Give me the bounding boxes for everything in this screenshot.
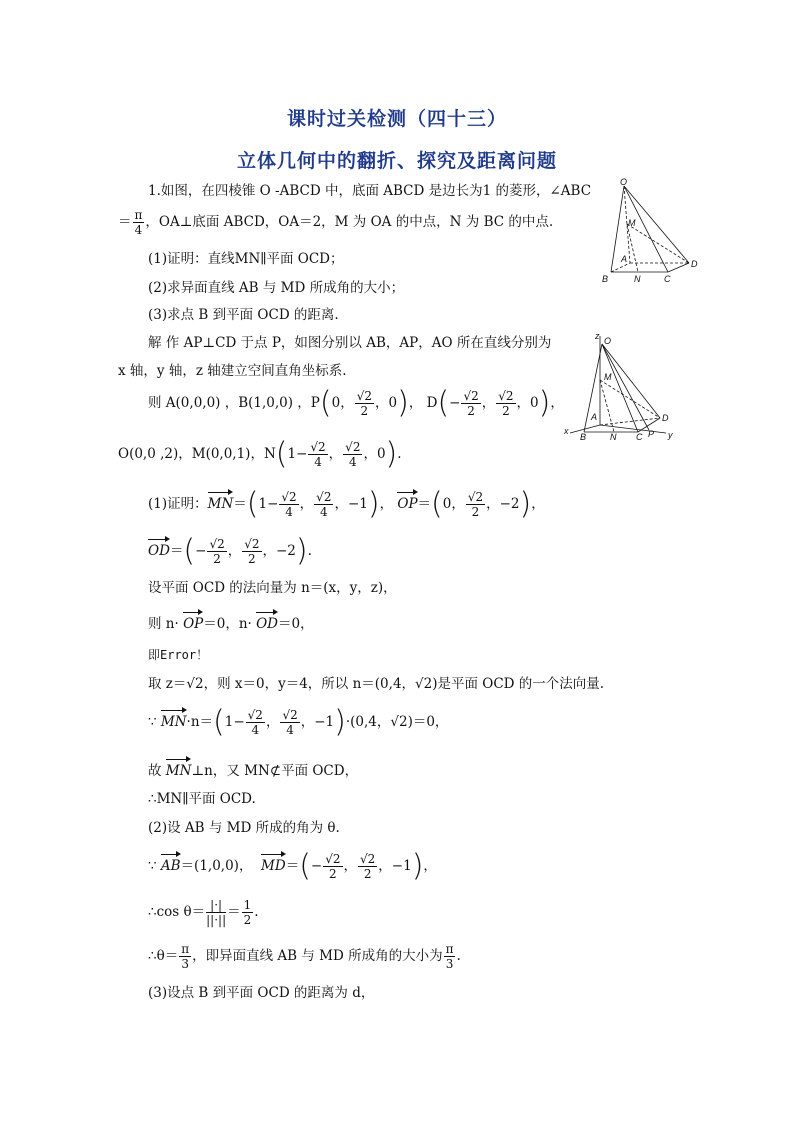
theta-result-line: ∴θ＝ $\frac{\pi}{3}$ ，即异面直线 AB 与 MD 所成角的大小为 $\frac{\pi}{3}$ . — [148, 942, 461, 971]
error-line: 即Error！ — [148, 648, 209, 662]
fig1-label: M — [628, 218, 636, 228]
fig2-label: O — [604, 336, 612, 346]
fig1-label: D — [691, 259, 698, 269]
fig1-label: B — [602, 274, 609, 284]
angle-setup-line: (2)设 AB 与 MD 所成的角为 θ. — [148, 820, 340, 836]
question-1: (1)证明：直线MN∥平面 OCD； — [148, 251, 344, 267]
fig2-label: M — [604, 372, 612, 382]
fig2-label: z — [595, 331, 600, 341]
dot-product-line: ∵ MN·n＝(1− $\frac{√2}{4}$ ， $\frac{√2}{4}$ ，−1)·(0,4，√2)＝0， — [148, 704, 449, 740]
coords-line-2: O(0,0 ,2)，M(0,0,1)，N(1− $\frac{√2}{4}$ ， $\frac{√2}{4}$ ，0). — [118, 436, 402, 472]
dot-condition-line: 则 n· OP＝0，n· OD＝0， — [148, 610, 314, 633]
solution-line-1: 解 作 AP⊥CD 于点 P，如图分别以 AB，AP，AO 所在直线分别为 — [148, 335, 552, 351]
cos-theta-line: ∴cos θ＝ $\frac{|\cdot|}{||\cdot||}$ ＝ $\frac{1}{2}$ . — [148, 898, 259, 927]
fig2-label: A — [591, 412, 598, 422]
coordinate-figure-2 — [562, 330, 682, 442]
fig1-label: N — [634, 274, 641, 284]
fig1-label: A — [621, 254, 628, 264]
question-3: (3)求点 B 到平面 OCD 的距离. — [148, 307, 339, 323]
fig2-label: P — [648, 429, 655, 439]
coords-line-1: 则 A(0,0,0) ，B(1,0,0) ，P(0， $\frac{√2}{2}$ ，0)， D(− $\frac{√2}{2}$ ， $\frac{√2}{2}$ ，0)， — [148, 385, 564, 421]
problem-line-1: 1.如图，在四棱锥 O -ABCD 中，底面 ABCD 是边长为1 的菱形，∠ABC — [148, 183, 592, 199]
page-title: 课时过关检测（四十三） — [286, 108, 507, 130]
page-subtitle: 立体几何中的翻折、探究及距离问题 — [236, 150, 557, 172]
question-2: (2)求异面直线 AB 与 MD 所成角的大小； — [148, 280, 405, 296]
fig1-label: C — [664, 274, 671, 284]
normal-vector-line: 设平面 OCD 的法向量为 n＝(x，y，z)， — [148, 580, 397, 596]
pyramid-figure-1 — [594, 176, 704, 288]
problem-line-2: ＝ $\frac{\pi}{4}$ ，OA⊥底面 ABCD，OA＝2，M 为 OA 的中点，N 为 BC 的中点. — [118, 208, 554, 237]
fig2-label: y — [668, 430, 673, 440]
solution-line-2: x 轴，y 轴，z 轴建立空间直角坐标系. — [118, 363, 347, 379]
ab-md-vectors-line: ∵ AB＝(1,0,0)， MD＝(− $\frac{√2}{2}$ ， $\frac{√2}{2}$ ，−1)， — [148, 848, 437, 884]
distance-setup-line: (3)设点 B 到平面 OCD 的距离为 d， — [148, 985, 375, 1001]
perpendicular-line: 故 MN⊥n，又 MN⊄平面 OCD， — [148, 757, 358, 780]
parallel-conclusion: ∴MN∥平面 OCD. — [148, 791, 256, 807]
fig1-label: O — [620, 177, 628, 187]
fig2-label: x — [564, 426, 569, 436]
fig2-label: N — [610, 432, 617, 442]
fig2-label: C — [636, 432, 643, 442]
proof-vectors-line: (1)证明：MN＝(1− $\frac{√2}{4}$ ， $\frac{√2}{4}$ ，−1)， OP＝(0， $\frac{√2}{2}$ ，−2)， — [148, 486, 545, 522]
take-z-line: 取 z＝√2，则 x＝0，y＝4，所以 n＝(0,4，√2)是平面 OCD 的一个法向量. — [148, 676, 605, 692]
fig2-label: D — [662, 413, 669, 423]
od-vector-line: OD＝(− $\frac{√2}{2}$ ， $\frac{√2}{2}$ ，−2). — [148, 533, 312, 569]
fig2-label: B — [580, 432, 587, 442]
